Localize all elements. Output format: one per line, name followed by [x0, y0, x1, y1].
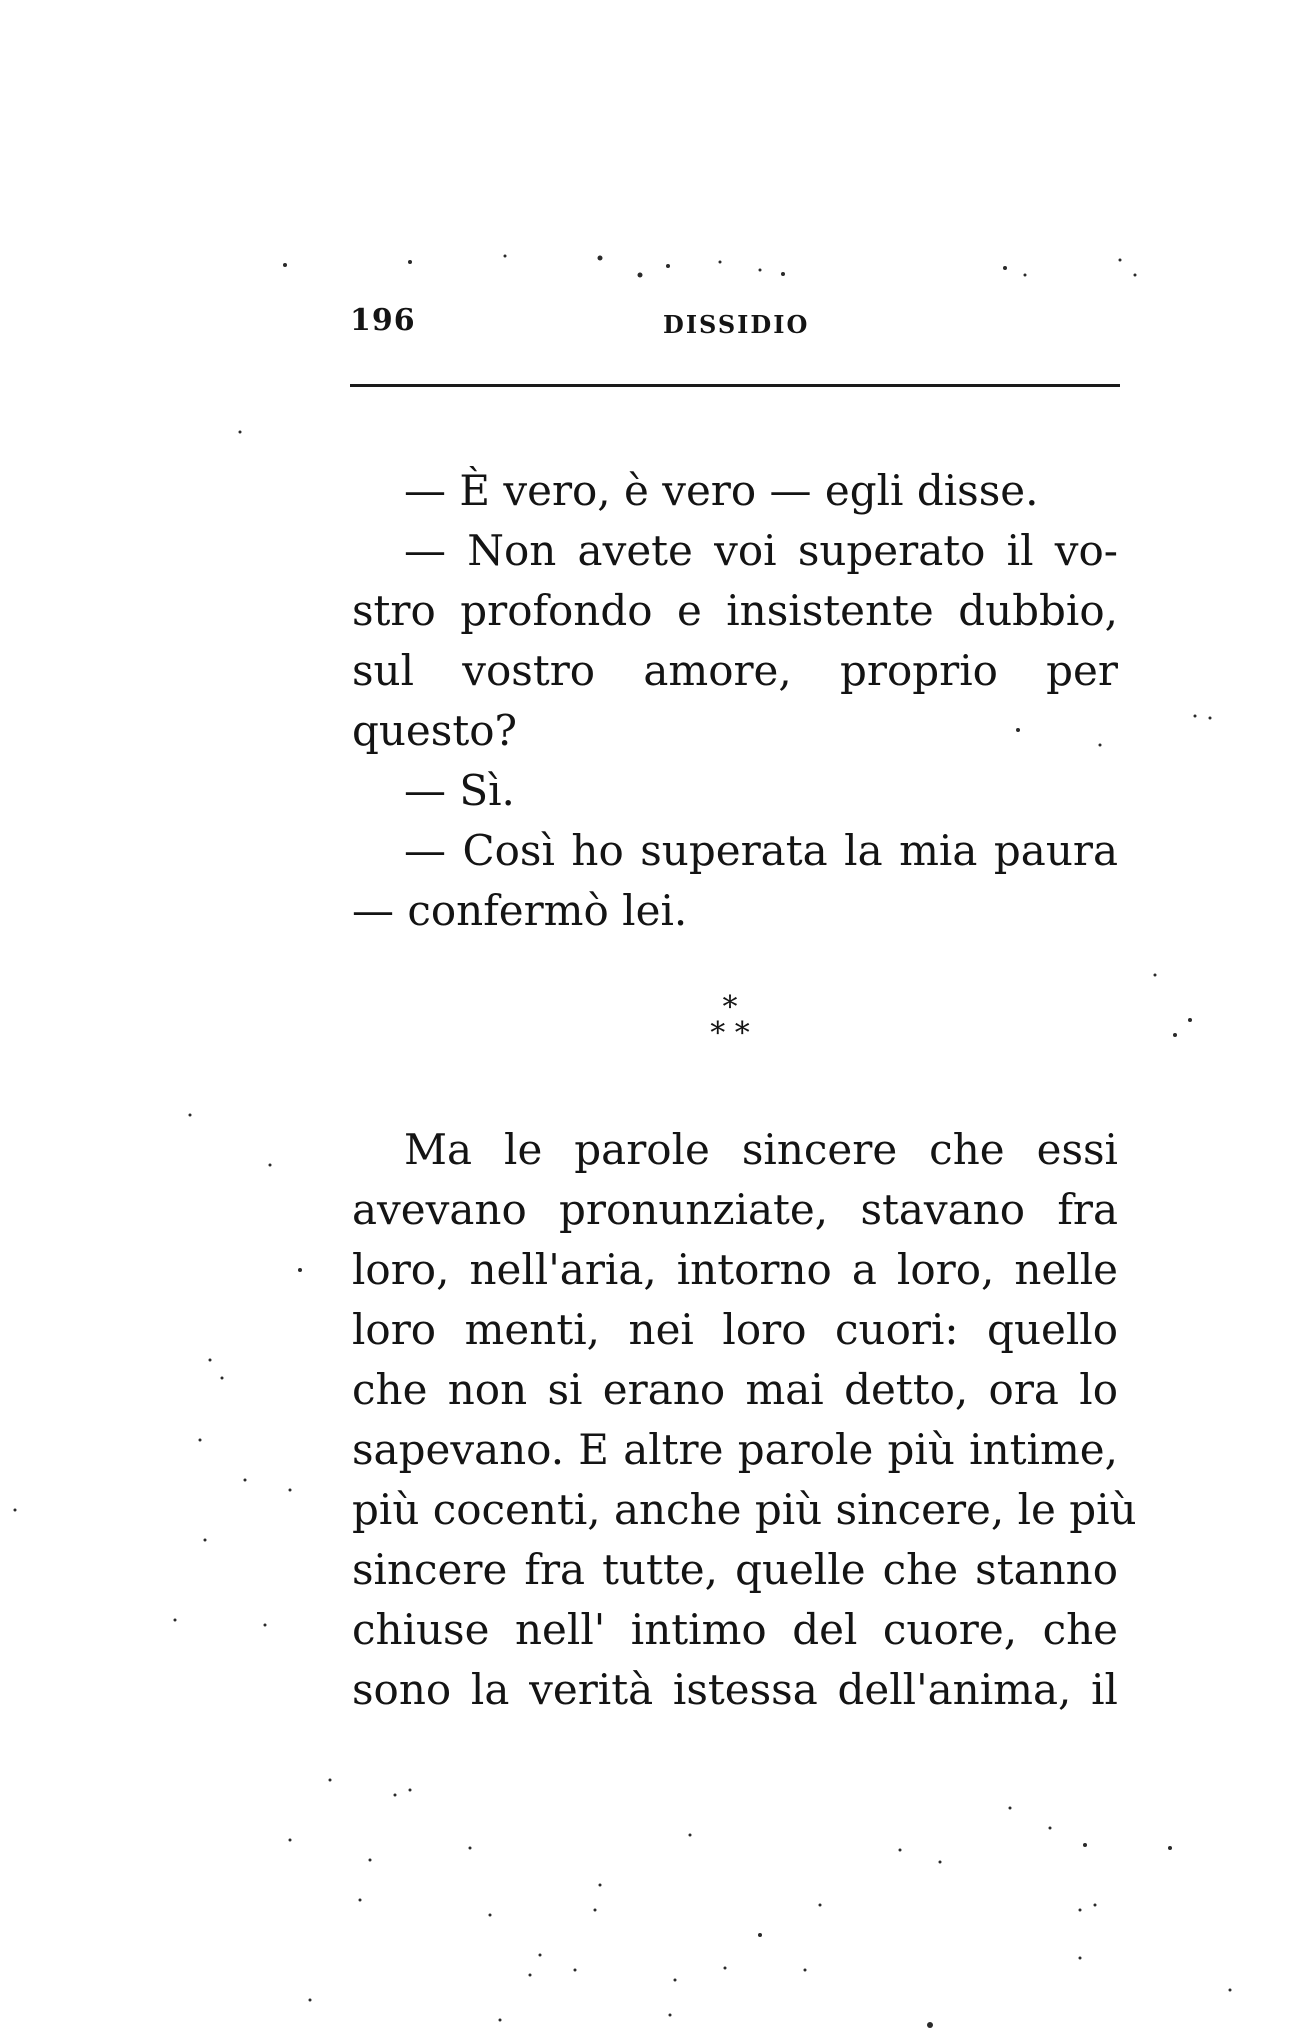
text-line: sapevano. E altre parole più intime, — [352, 1425, 1118, 1474]
text-line: che non si erano mai detto, ora lo — [352, 1365, 1118, 1414]
text-line: — È vero, è vero — egli disse. — [404, 466, 1039, 515]
text-line: Ma le parole sincere che essi — [404, 1125, 1118, 1174]
text-line: sono la verità istessa dell'anima, il — [352, 1665, 1118, 1714]
text-line: — Sì. — [404, 766, 515, 815]
text-line: — Non avete voi superato il vo- — [404, 526, 1118, 575]
text-line: questo? — [352, 706, 518, 755]
text-line: sul vostro amore, proprio per — [352, 646, 1118, 695]
header-rule — [350, 384, 1120, 387]
dialogue-block — [352, 461, 1118, 941]
paragraph-block — [352, 1120, 1137, 1720]
text-line: — Così ho superata la mia paura — [404, 826, 1118, 875]
text-line: sincere fra tutte, quelle che stanno — [352, 1545, 1118, 1594]
page-number: 196 — [350, 303, 416, 338]
asterism-top: * — [722, 990, 738, 1025]
section-break-asterism — [690, 990, 770, 1051]
text-line: loro menti, nei loro cuori: quello — [352, 1305, 1118, 1354]
text-line: loro, nell'aria, intorno a loro, nelle — [352, 1245, 1118, 1294]
asterism-bottom: * * — [710, 1016, 750, 1051]
text-line: stro profondo e insistente dubbio, — [352, 586, 1118, 635]
text-line: avevano pronunziate, stavano fra — [352, 1185, 1118, 1234]
text-line: chiuse nell' intimo del cuore, che — [352, 1605, 1118, 1654]
running-title: DISSIDIO — [663, 310, 810, 339]
text-line: più cocenti, anche più sincere, le più — [352, 1485, 1137, 1534]
text-line: — confermò lei. — [352, 886, 688, 935]
